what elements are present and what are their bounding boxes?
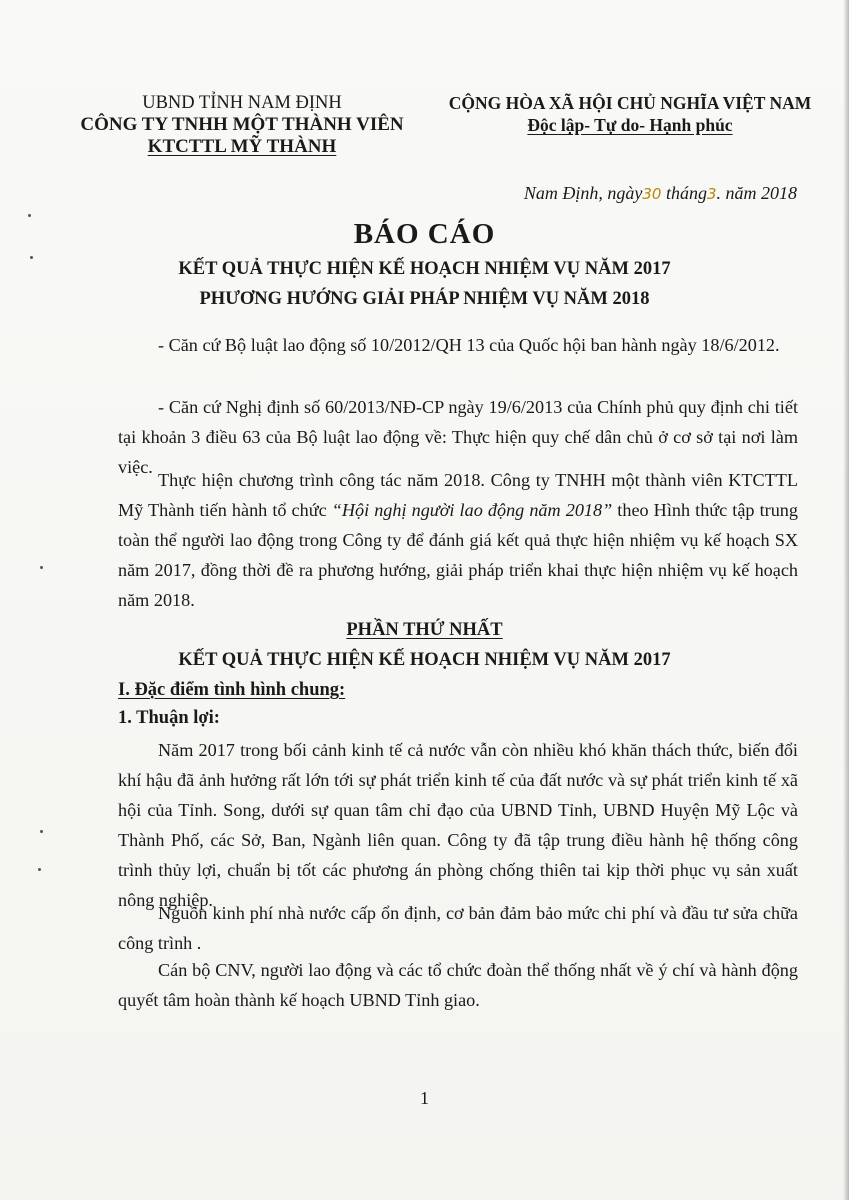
company-short-name: KTCTTL MỸ THÀNH — [147, 136, 337, 157]
scan-speck — [40, 830, 43, 833]
page-number: 1 — [420, 1088, 429, 1108]
scan-speck — [40, 566, 43, 569]
preamble-paragraph-1: - Căn cứ Bộ luật lao động số 10/2012/QH 13 của Quốc hội ban hành ngày 18/6/2012. — [158, 335, 780, 355]
scan-edge-shadow — [843, 0, 849, 1200]
handwritten-month: 3 — [706, 185, 717, 203]
date-suffix: năm 2018 — [725, 183, 797, 203]
preamble-p3-start: Thực hiện chương trình công tác năm 2018. Công ty TNHH một thành viên KTCTTL Mỹ Thành tiến hành tổ chức — [118, 470, 798, 520]
report-subtitle-1: KẾT QUẢ THỰC HIỆN KẾ HOẠCH NHIỆM VỤ NĂM 2017 — [178, 259, 671, 279]
advantages-paragraph-1: Năm 2017 trong bối cảnh kinh tế cả nước vẫn còn nhiều khó khăn thách thức, biến đổi khí hậu đã ảnh hưởng rất lớn tới sự phát triển kinh tế của đất nước và sự phát triển kinh tế xã hội của Tỉnh. Song, dưới sự quan tâm chỉ đạo của UBND Tỉnh, UBND Huyện Mỹ Lộc và Thành Phố, các Sở, Ban, Ngành liên quan. Công ty đã tập trung điều hành hệ thống công trình thủy lợi, chuẩn bị tốt các phương án phòng chống thiên tai kịp thời phục vụ sản xuất nông nghiệp. — [118, 740, 798, 910]
preamble-paragraph-2: - Căn cứ Nghị định số 60/2013/NĐ-CP ngày 19/6/2013 của Chính phủ quy định chi tiết tại khoản 3 điều 63 của Bộ luật lao động về: Thực hiện quy chế dân chủ ở cơ sở tại nơi làm việc. — [118, 397, 798, 477]
agency-parent: UBND TỈNH NAM ĐỊNH — [142, 93, 342, 113]
conference-name: “Hội nghị người lao động năm 2018” — [331, 500, 613, 520]
advantages-paragraph-2: Nguồn kinh phí nhà nước cấp ổn định, cơ bản đảm bảo mức chi phí và đầu tư sửa chữa công trình . — [118, 903, 798, 953]
handwritten-day: 30 — [642, 185, 662, 203]
company-name: CÔNG TY TNHH MỘT THÀNH VIÊN — [80, 114, 404, 135]
date-prefix: Nam Định, ngày — [523, 183, 643, 203]
national-motto-header — [438, 92, 822, 136]
part-subtitle: KẾT QUẢ THỰC HIỆN KẾ HOẠCH NHIỆM VỤ NĂM 2017 — [178, 650, 671, 670]
scan-speck — [28, 214, 31, 217]
date-month-label: tháng — [665, 183, 707, 203]
nation-name: CỘNG HÒA XÃ HỘI CHỦ NGHĨA VIỆT NAM — [448, 93, 812, 113]
national-motto: Độc lập- Tự do- Hạnh phúc — [527, 115, 733, 135]
part-heading-text: PHẦN THỨ NHẤT — [346, 620, 503, 640]
advantages-paragraph-3: Cán bộ CNV, người lao động và các tổ chức đoàn thể thống nhất về ý chí và hành động quyết tâm hoàn thành kế hoạch UBND Tỉnh giao. — [118, 960, 798, 1010]
scan-speck — [38, 868, 41, 871]
report-title: BÁO CÁO — [353, 218, 496, 250]
preamble-paragraph-3 — [118, 465, 798, 615]
section-heading-1: I. Đặc điểm tình hình chung: — [118, 680, 346, 700]
part-heading — [0, 620, 849, 641]
report-subtitle-2: PHƯƠNG HƯỚNG GIẢI PHÁP NHIỆM VỤ NĂM 2018 — [199, 289, 650, 309]
agency-header — [72, 92, 412, 158]
date-line: Nam Định, ngày30 tháng3. năm 2018 — [523, 183, 797, 203]
subsection-heading-1: 1. Thuận lợi: — [118, 708, 220, 728]
preamble-p3-end: theo Hình thức tập trung toàn thể người lao động trong Công ty để đánh giá kết quả thực hiện nhiệm vụ kế hoạch SX năm 2017, đồng thời đề ra phương hướng, giải pháp triển khai thực hiện nhiệm vụ kế hoạch năm 2018. — [118, 500, 798, 610]
